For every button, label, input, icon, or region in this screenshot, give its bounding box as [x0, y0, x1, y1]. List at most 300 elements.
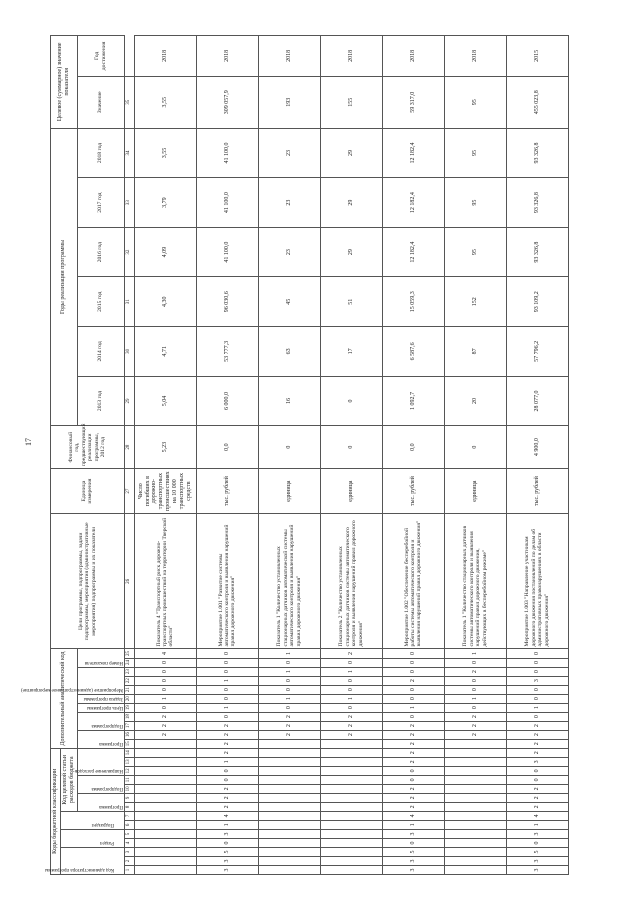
- table-row: [134, 36, 196, 875]
- column-number-row: [124, 36, 134, 875]
- target-year-cell: 2018: [382, 36, 444, 77]
- code-cell: 2: [444, 730, 506, 739]
- table-row: [258, 36, 320, 875]
- code-cell: 2: [382, 739, 444, 748]
- value-2018-cell: 23: [258, 128, 320, 178]
- value-2018-cell: 3,55: [134, 128, 196, 178]
- code-cell: [258, 820, 320, 829]
- value-2013-cell: 16: [258, 376, 320, 426]
- target-year-cell: 2018: [320, 36, 382, 77]
- year-2018-header: 2018 год: [77, 128, 124, 178]
- code-cell: [444, 793, 506, 802]
- unit-cell: единица: [258, 469, 320, 514]
- code-cell: 2: [382, 676, 444, 685]
- target-value-cell: 155: [320, 76, 382, 128]
- unit-cell: Число погибших в дорожно-транспортных происшествиях на 10 000 транспортных средств: [134, 469, 196, 514]
- code-cell: 3: [506, 856, 568, 865]
- target-year-cell: 2018: [444, 36, 506, 77]
- value-2013-cell: 6 000,0: [196, 376, 258, 426]
- value-2018-cell: 41 100,0: [196, 128, 258, 178]
- code-cell: 3: [196, 829, 258, 838]
- code-cell: [320, 856, 382, 865]
- code-cell: 0: [382, 766, 444, 775]
- column-number: 20: [124, 694, 134, 703]
- table-row: [320, 36, 382, 875]
- target-value-cell: 193: [258, 76, 320, 128]
- code-cell: 1: [444, 649, 506, 658]
- column-number: 11: [124, 775, 134, 784]
- code-cell: [258, 811, 320, 820]
- code-cell: [320, 748, 382, 757]
- code-cell: [320, 784, 382, 793]
- code-cell: [258, 802, 320, 811]
- program-code-header: Программа: [77, 793, 124, 811]
- table-row: [196, 36, 258, 875]
- code-cell: 1: [258, 667, 320, 676]
- value-2016-cell: 95: [444, 227, 506, 277]
- code-cell: 1: [196, 757, 258, 766]
- code-cell: 2: [444, 667, 506, 676]
- name-header: Цели программы, подпрограммы, задачи подпрограммы, мероприятия (административные мероприятия) подпрограммы и их показатели: [51, 514, 125, 649]
- code-cell: 5: [382, 847, 444, 856]
- code-cell: 0: [196, 649, 258, 658]
- code-cell: 1: [506, 820, 568, 829]
- code-cell: 2: [196, 730, 258, 739]
- code-cell: 2: [506, 793, 568, 802]
- code-cell: 0: [320, 658, 382, 667]
- code-cell: 1: [258, 694, 320, 703]
- a-indicator-header: Номер показателя: [77, 649, 124, 667]
- code-cell: 0: [258, 658, 320, 667]
- code-cell: 0: [134, 676, 196, 685]
- direction-code-header: Направление расходов: [77, 748, 124, 775]
- fin-year-cell: 0: [258, 426, 320, 469]
- code-cell: 0: [258, 676, 320, 685]
- code-cell: [444, 856, 506, 865]
- code-cell: 2: [506, 730, 568, 739]
- column-number: 28: [124, 426, 134, 469]
- column-number: 8: [124, 802, 134, 811]
- value-2014-cell: 17: [320, 327, 382, 377]
- code-cell: [258, 838, 320, 847]
- code-cell: [134, 829, 196, 838]
- code-cell: 1: [382, 703, 444, 712]
- code-cell: [320, 793, 382, 802]
- code-cell: 0: [320, 703, 382, 712]
- target-year-cell: 2018: [134, 36, 196, 77]
- column-number: 33: [124, 178, 134, 228]
- program-table-sheet: [20, 35, 625, 875]
- value-2013-cell: 20: [444, 376, 506, 426]
- code-cell: [320, 757, 382, 766]
- column-number: 34: [124, 128, 134, 178]
- code-cell: 0: [444, 658, 506, 667]
- column-number: 14: [124, 748, 134, 757]
- column-number: 1: [124, 865, 134, 874]
- code-cell: 0: [506, 838, 568, 847]
- code-cell: 5: [196, 847, 258, 856]
- name-cell: Показатель 1 "Количество стационарных датчиков системы автоматического контроля и выявления нарушений правил дорожного движения, действующих в бесперебойном режиме": [444, 514, 506, 649]
- column-number: 4: [124, 838, 134, 847]
- column-number: 24: [124, 658, 134, 667]
- code-cell: 5: [506, 847, 568, 856]
- code-cell: 2: [258, 730, 320, 739]
- code-cell: [320, 820, 382, 829]
- column-number: 29: [124, 376, 134, 426]
- value-2014-cell: 87: [444, 327, 506, 377]
- code-cell: 2: [134, 730, 196, 739]
- column-number: 30: [124, 327, 134, 377]
- code-cell: 2: [196, 802, 258, 811]
- code-cell: 2: [196, 739, 258, 748]
- a-program-header: Программа: [77, 730, 124, 748]
- code-cell: 2: [258, 712, 320, 721]
- code-cell: 1: [382, 820, 444, 829]
- code-cell: [134, 793, 196, 802]
- value-2017-cell: 12 182,4: [382, 178, 444, 228]
- code-cell: 0: [134, 703, 196, 712]
- code-cell: 0: [196, 775, 258, 784]
- target-year-cell: 2018: [196, 36, 258, 77]
- value-2013-cell: 1 092,7: [382, 376, 444, 426]
- value-2017-cell: 29: [320, 178, 382, 228]
- code-cell: 2: [320, 712, 382, 721]
- name-cell: Показатель 4 "Транспортный риск дорожно-транспортных происшествий на территории Тверской области": [134, 514, 196, 649]
- value-2014-cell: 53 777,3: [196, 327, 258, 377]
- code-cell: 1: [444, 694, 506, 703]
- year-2015-header: 2015 год: [77, 277, 124, 327]
- code-cell: [444, 865, 506, 874]
- column-number: 19: [124, 703, 134, 712]
- code-cell: [320, 865, 382, 874]
- column-number: 3: [124, 847, 134, 856]
- program-indicators-table: [20, 35, 569, 875]
- column-number: 15: [124, 739, 134, 748]
- a-goal-header: Цель программы: [77, 703, 124, 712]
- fin-year-cell: 0: [320, 426, 382, 469]
- column-number: 16: [124, 730, 134, 739]
- target-article-header: Код целевой статьи расходов бюджета: [60, 748, 77, 811]
- code-cell: 0: [382, 775, 444, 784]
- unit-cell: единица: [444, 469, 506, 514]
- table-row: [444, 36, 506, 875]
- fin-year-cell: 0: [444, 426, 506, 469]
- code-cell: [134, 766, 196, 775]
- column-number: 6: [124, 820, 134, 829]
- target-value-header: Целевое (суммарное) значение показателя: [51, 36, 78, 129]
- value-2015-cell: 15 059,3: [382, 277, 444, 327]
- code-cell: 2: [382, 721, 444, 730]
- code-cell: 2: [382, 784, 444, 793]
- code-cell: 0: [320, 676, 382, 685]
- column-number: 2: [124, 856, 134, 865]
- name-cell: Мероприятие 1.002 "Обеспечение бесперебойной работы системы автоматического контроля и выявления нарушений правил дорожного движения": [382, 514, 444, 649]
- a-event-header: Мероприятие (административное мероприятие): [77, 667, 124, 694]
- code-cell: [134, 784, 196, 793]
- code-cell: 0: [506, 775, 568, 784]
- code-cell: [258, 775, 320, 784]
- column-number: 7: [124, 811, 134, 820]
- code-cell: 0: [506, 712, 568, 721]
- code-cell: 2: [320, 730, 382, 739]
- code-cell: 0: [444, 703, 506, 712]
- budget-codes-header: Коды бюджетной классификации: [51, 748, 61, 874]
- column-number: 18: [124, 712, 134, 721]
- section-header: Раздел: [60, 829, 124, 847]
- code-cell: [444, 757, 506, 766]
- fin-year-cell: 5,23: [134, 426, 196, 469]
- column-number: 21: [124, 685, 134, 694]
- value-2014-cell: 57 796,2: [506, 327, 568, 377]
- code-cell: 2: [382, 748, 444, 757]
- value-2015-cell: 4,30: [134, 277, 196, 327]
- subprogram-code-header: Подпрограмма: [77, 775, 124, 793]
- code-cell: 2: [382, 757, 444, 766]
- code-cell: [258, 856, 320, 865]
- fin-year-cell: 0,0: [382, 426, 444, 469]
- column-number: 23: [124, 667, 134, 676]
- value-2014-cell: 63: [258, 327, 320, 377]
- code-cell: 2: [196, 793, 258, 802]
- code-cell: 0: [382, 685, 444, 694]
- code-cell: 4: [382, 811, 444, 820]
- code-cell: 0: [258, 685, 320, 694]
- column-number: 5: [124, 829, 134, 838]
- column-number: 35: [124, 76, 134, 128]
- table-body: [134, 36, 568, 875]
- code-cell: 3: [506, 829, 568, 838]
- code-cell: [320, 775, 382, 784]
- code-cell: 2: [506, 802, 568, 811]
- code-cell: [134, 802, 196, 811]
- value-2017-cell: 23: [258, 178, 320, 228]
- code-cell: [134, 820, 196, 829]
- target-year-cell: 2015: [506, 36, 568, 77]
- code-cell: 0: [506, 667, 568, 676]
- value-2017-cell: 41 100,0: [196, 178, 258, 228]
- name-cell: Показатель 1 "Количество установленных стационарных датчиков автоматической системы автоматического контроля и выявления нарушений правил дорожного движения": [258, 514, 320, 649]
- code-cell: 0: [134, 685, 196, 694]
- code-cell: [134, 838, 196, 847]
- target-year-cell: 2018: [258, 36, 320, 77]
- code-cell: [134, 757, 196, 766]
- a-task-header: Задача программы: [77, 694, 124, 703]
- column-number: 32: [124, 227, 134, 277]
- value-2014-cell: 6 587,6: [382, 327, 444, 377]
- code-cell: [444, 811, 506, 820]
- value-2016-cell: 29: [320, 227, 382, 277]
- code-cell: 1: [258, 649, 320, 658]
- code-cell: 2: [444, 721, 506, 730]
- code-cell: 0: [196, 838, 258, 847]
- target-value-cell: 95: [444, 76, 506, 128]
- column-number: 31: [124, 277, 134, 327]
- value-2018-cell: 12 182,4: [382, 128, 444, 178]
- name-cell: Показатель 2 "Количество установленных стационарных датчиков системы автоматического контроля и выявления нарушений правил дорожного движения": [320, 514, 382, 649]
- code-cell: [258, 757, 320, 766]
- code-cell: [258, 784, 320, 793]
- code-cell: 2: [320, 649, 382, 658]
- code-cell: [258, 865, 320, 874]
- code-cell: 2: [506, 784, 568, 793]
- code-cell: 2: [444, 712, 506, 721]
- code-cell: 0: [506, 694, 568, 703]
- code-cell: 2: [382, 793, 444, 802]
- page-number: 17: [24, 438, 33, 446]
- code-cell: 2: [134, 721, 196, 730]
- target-value-cell: 3,55: [134, 76, 196, 128]
- column-number: 13: [124, 757, 134, 766]
- code-cell: [134, 775, 196, 784]
- code-cell: [444, 829, 506, 838]
- name-cell: Мероприятие 1.001 "Развитие системы автоматического контроля и выявления нарушений правил дорожного движения": [196, 514, 258, 649]
- column-number: 26: [124, 514, 134, 649]
- code-cell: [258, 793, 320, 802]
- subsection-header: Подраздел: [60, 811, 124, 829]
- code-cell: [320, 838, 382, 847]
- name-cell: Мероприятие 1.003 "Направление участникам дорожного движения постановлений по делам об административных правонарушениях в области дорожного движения": [506, 514, 568, 649]
- fin-year-header: Финансовый год, предшествующий реализации программы, 2012 год: [51, 426, 125, 469]
- value-2016-cell: 12 182,4: [382, 227, 444, 277]
- value-2016-cell: 41 100,0: [196, 227, 258, 277]
- value-2016-cell: 93 326,8: [506, 227, 568, 277]
- code-cell: [320, 829, 382, 838]
- code-cell: 0: [134, 658, 196, 667]
- target-value-cell: 309 057,9: [196, 76, 258, 128]
- value-2013-cell: 0: [320, 376, 382, 426]
- code-cell: 3: [196, 856, 258, 865]
- value-2015-cell: 45: [258, 277, 320, 327]
- code-cell: 0: [506, 685, 568, 694]
- code-cell: [134, 748, 196, 757]
- code-cell: 0: [444, 676, 506, 685]
- code-cell: 0: [506, 658, 568, 667]
- code-cell: [320, 802, 382, 811]
- code-cell: 0: [258, 703, 320, 712]
- code-cell: [320, 766, 382, 775]
- target-value-subheader: Значение: [77, 76, 124, 128]
- code-cell: 2: [258, 721, 320, 730]
- code-cell: 2: [196, 784, 258, 793]
- unit-cell: тыс. рублей: [506, 469, 568, 514]
- year-2017-header: 2017 год: [77, 178, 124, 228]
- code-cell: [134, 856, 196, 865]
- code-cell: 0: [444, 685, 506, 694]
- column-number: 22: [124, 676, 134, 685]
- code-cell: 0: [196, 712, 258, 721]
- code-cell: [258, 847, 320, 856]
- code-cell: [134, 739, 196, 748]
- code-cell: 0: [382, 649, 444, 658]
- code-cell: 2: [506, 748, 568, 757]
- code-cell: 2: [196, 721, 258, 730]
- code-cell: [258, 766, 320, 775]
- column-number: 10: [124, 784, 134, 793]
- code-cell: [320, 811, 382, 820]
- code-cell: [444, 739, 506, 748]
- code-cell: 2: [506, 721, 568, 730]
- code-cell: 3: [382, 829, 444, 838]
- column-number: 25: [124, 649, 134, 658]
- column-number: 9: [124, 793, 134, 802]
- code-cell: [320, 739, 382, 748]
- value-2016-cell: 23: [258, 227, 320, 277]
- value-2017-cell: 95: [444, 178, 506, 228]
- code-cell: 4: [134, 649, 196, 658]
- year-2016-header: 2016 год: [77, 227, 124, 277]
- code-cell: [444, 775, 506, 784]
- code-cell: 2: [506, 739, 568, 748]
- code-cell: [444, 847, 506, 856]
- value-2015-cell: 152: [444, 277, 506, 327]
- code-cell: 4: [506, 811, 568, 820]
- code-cell: [134, 847, 196, 856]
- code-cell: 0: [196, 694, 258, 703]
- unit-cell: единица: [320, 469, 382, 514]
- column-number: 12: [124, 766, 134, 775]
- value-2013-cell: 28 077,0: [506, 376, 568, 426]
- unit-cell: тыс. рублей: [196, 469, 258, 514]
- code-cell: 2: [382, 802, 444, 811]
- code-cell: 0: [506, 649, 568, 658]
- code-cell: 2: [320, 721, 382, 730]
- code-cell: 0: [320, 685, 382, 694]
- target-value-cell: 59 317,0: [382, 76, 444, 128]
- code-cell: [444, 838, 506, 847]
- code-cell: 0: [506, 766, 568, 775]
- code-cell: [444, 766, 506, 775]
- fin-year-cell: 4 900,0: [506, 426, 568, 469]
- code-cell: 2: [196, 748, 258, 757]
- value-2014-cell: 4,71: [134, 327, 196, 377]
- analytic-code-header: Дополнительный аналитический код: [51, 649, 78, 748]
- code-cell: [444, 784, 506, 793]
- code-cell: 0: [196, 667, 258, 676]
- code-cell: [444, 802, 506, 811]
- code-cell: 3: [506, 865, 568, 874]
- fin-year-cell: 0,0: [196, 426, 258, 469]
- value-2016-cell: 4,09: [134, 227, 196, 277]
- value-2015-cell: 93 109,2: [506, 277, 568, 327]
- code-cell: 0: [196, 658, 258, 667]
- code-cell: [134, 811, 196, 820]
- unit-header: Единица измерения: [51, 469, 125, 514]
- code-cell: [134, 865, 196, 874]
- code-cell: 0: [382, 658, 444, 667]
- code-cell: 1: [320, 694, 382, 703]
- code-cell: 0: [134, 667, 196, 676]
- code-cell: 2: [382, 730, 444, 739]
- value-2017-cell: 3,79: [134, 178, 196, 228]
- year-2013-header: 2013 год: [77, 376, 124, 426]
- target-year-subheader: Год достижения: [77, 36, 124, 77]
- target-value-cell: 455 023,8: [506, 76, 568, 128]
- admin-code-header: Код администратора программы: [60, 847, 124, 874]
- table-row: [506, 36, 568, 875]
- value-2015-cell: 96 030,6: [196, 277, 258, 327]
- code-cell: [258, 829, 320, 838]
- code-cell: [258, 739, 320, 748]
- code-cell: 1: [196, 676, 258, 685]
- code-cell: [444, 820, 506, 829]
- code-cell: 0: [382, 712, 444, 721]
- code-cell: 4: [196, 811, 258, 820]
- code-cell: [320, 847, 382, 856]
- code-cell: 3: [382, 856, 444, 865]
- code-cell: 1: [506, 703, 568, 712]
- table-row: [382, 36, 444, 875]
- code-cell: 3: [506, 676, 568, 685]
